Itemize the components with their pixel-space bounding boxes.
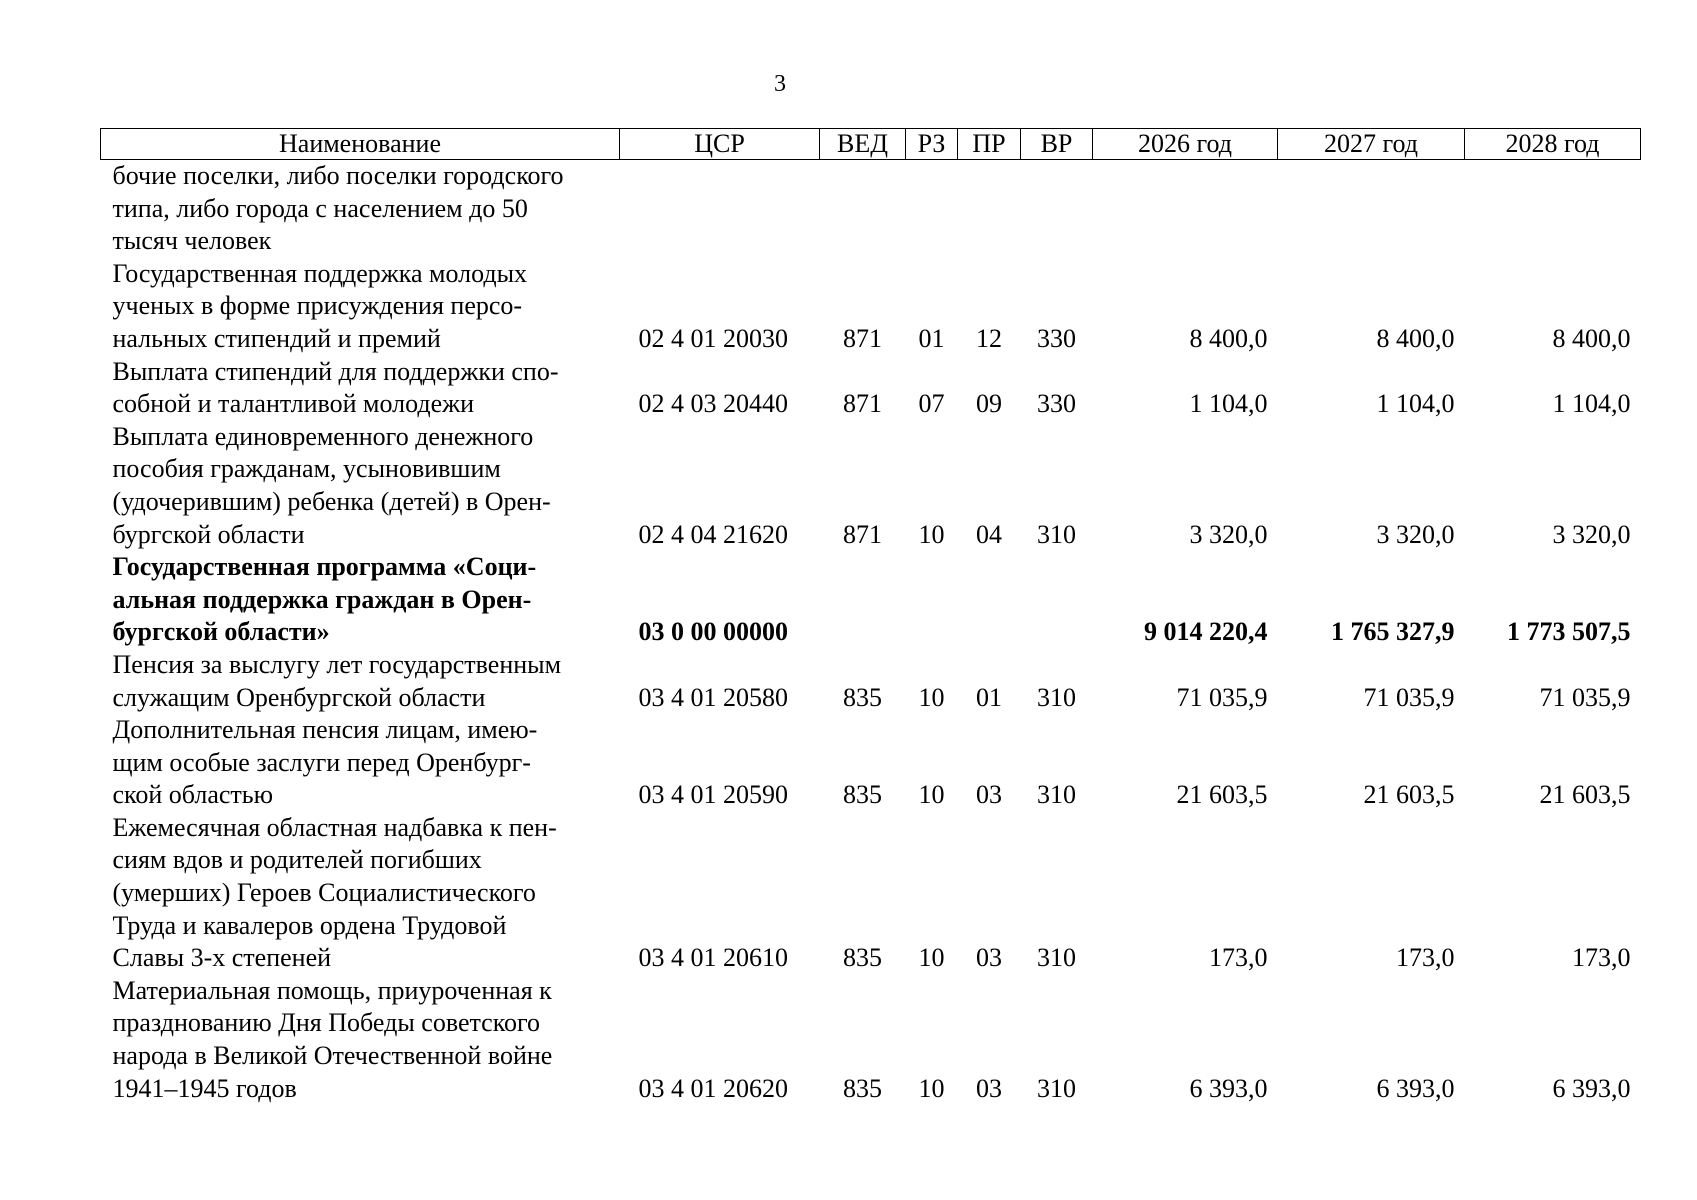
name-line: Славы 3-х степеней: [112, 943, 332, 973]
cell-csr: 03 4 01 20590: [638, 780, 788, 810]
cell-rz: 10: [918, 780, 945, 810]
cell-ved: 835: [843, 780, 882, 810]
cell-2027: 71 035,9: [1363, 682, 1455, 712]
cell-csr: 02 4 03 20440: [638, 389, 788, 419]
cell-vr: [1021, 160, 1093, 258]
table-row: [101, 258, 1641, 356]
cell-csr: 02 4 04 21620: [638, 519, 788, 549]
header-row: [101, 129, 1641, 160]
cell-2027: 8 400,0: [1376, 323, 1455, 353]
cell-2028: 173,0: [1572, 943, 1631, 973]
name-line: празднованию Дня Победы советского: [112, 1008, 541, 1038]
cell-csr: [620, 160, 820, 258]
header-2026: 2026 год: [1093, 129, 1278, 160]
cell-pr: 04: [976, 519, 1002, 549]
cell-name: [101, 812, 620, 975]
cell-2027: 6 393,0: [1376, 1073, 1455, 1103]
cell-ved: 835: [843, 1073, 882, 1103]
cell-2026: 9 014 220,4: [1144, 617, 1268, 647]
cell-2027: [1278, 160, 1465, 258]
cell-name: [101, 258, 620, 356]
name-line: ской областью: [112, 780, 274, 810]
cell-2026: 173,0: [1209, 943, 1268, 973]
cell-vr: 310: [1037, 682, 1076, 712]
cell-rz: [906, 160, 958, 258]
name-line: Выплата стипендий для поддержки спо-: [112, 356, 559, 386]
cell-ved: [820, 160, 906, 258]
cell-name: [101, 356, 620, 421]
page-number: 3: [774, 71, 786, 97]
cell-csr: 03 0 00 00000: [638, 617, 788, 647]
cell-pr: 03: [976, 943, 1002, 973]
table-header: [101, 129, 1641, 160]
cell-pr: 03: [976, 1073, 1002, 1103]
cell-vr: [1021, 551, 1093, 649]
cell-2028: 3 320,0: [1552, 519, 1631, 549]
cell-ved: 835: [843, 943, 882, 973]
cell-rz: 01: [918, 323, 945, 353]
cell-vr: 330: [1037, 323, 1076, 353]
cell-vr: 310: [1037, 1073, 1076, 1103]
cell-2027: 1 104,0: [1376, 389, 1455, 419]
name-line: Дополнительная пенсия лицам, имею-: [112, 715, 538, 745]
cell-2028: 6 393,0: [1552, 1073, 1631, 1103]
table-row: [101, 812, 1641, 975]
cell-csr: 03 4 01 20580: [638, 682, 788, 712]
name-line: собной и талантливой молодежи: [112, 389, 474, 419]
cell-vr: 310: [1037, 943, 1076, 973]
table-body: [101, 160, 1641, 1106]
name-line: нальных стипендий и премий: [112, 323, 441, 353]
header-2027: 2027 год: [1278, 129, 1465, 160]
name-line: служащим Оренбургской области: [112, 682, 486, 712]
header-ved: ВЕД: [820, 129, 906, 160]
name-line: бочие поселки, либо поселки городского: [112, 161, 564, 190]
cell-2028: 1 773 507,5: [1507, 617, 1631, 647]
name-line: Материальная помощь, приуроченная к: [112, 975, 552, 1005]
cell-name: [101, 975, 620, 1105]
cell-pr: 12: [976, 323, 1002, 353]
name-line: тысяч человек: [112, 226, 272, 256]
name-line: Государственная поддержка молодых: [112, 258, 528, 288]
cell-rz: 07: [918, 389, 945, 419]
cell-csr: 02 4 01 20030: [638, 323, 788, 353]
cell-name: [101, 649, 620, 714]
cell-2028: 21 603,5: [1539, 780, 1631, 810]
cell-rz: 10: [918, 519, 945, 549]
cell-pr: [958, 551, 1021, 649]
cell-2026: 71 035,9: [1176, 682, 1268, 712]
cell-2026: [1093, 160, 1278, 258]
cell-name: [101, 551, 620, 649]
cell-2026: 21 603,5: [1176, 780, 1268, 810]
name-line: Выплата единовременного денежного: [112, 421, 534, 451]
name-line: бургской области: [112, 519, 305, 549]
header-csr: ЦСР: [620, 129, 820, 160]
table-row: [101, 649, 1641, 714]
name-line: Ежемесячная областная надбавка к пен-: [112, 812, 557, 842]
header-rz: РЗ: [906, 129, 958, 160]
cell-vr: 310: [1037, 780, 1076, 810]
name-line: бургской области»: [112, 617, 330, 647]
table-row: [101, 356, 1641, 421]
cell-rz: 10: [918, 682, 945, 712]
cell-2026: 3 320,0: [1189, 519, 1268, 549]
budget-table: [100, 128, 1641, 1105]
name-line: ученых в форме присуждения персо-: [112, 291, 523, 321]
header-pr: ПР: [958, 129, 1021, 160]
name-line: сиям вдов и родителей погибших: [112, 845, 482, 875]
table-row: [101, 714, 1641, 812]
cell-csr: 03 4 01 20610: [638, 943, 788, 973]
name-line: (удочерившим) ребенка (детей) в Орен-: [112, 486, 551, 516]
cell-ved: [820, 551, 906, 649]
cell-name: [101, 421, 620, 551]
cell-2026: 6 393,0: [1189, 1073, 1268, 1103]
name-line: 1941–1945 годов: [112, 1073, 297, 1103]
table-row: [101, 975, 1641, 1105]
cell-name: [101, 714, 620, 812]
cell-ved: 835: [843, 682, 882, 712]
cell-pr: [958, 160, 1021, 258]
cell-2028: 1 104,0: [1552, 389, 1631, 419]
header-2028: 2028 год: [1465, 129, 1641, 160]
cell-pr: 01: [976, 682, 1002, 712]
name-line: (умерших) Героев Социалистического: [112, 878, 536, 908]
name-line: альная поддержка граждан в Орен-: [112, 584, 532, 614]
cell-vr: 330: [1037, 389, 1076, 419]
name-line: типа, либо города с населением до 50: [112, 193, 528, 223]
name-line: пособия гражданам, усыновившим: [112, 454, 501, 484]
cell-2027: 3 320,0: [1376, 519, 1455, 549]
cell-vr: 310: [1037, 519, 1076, 549]
name-line: щим особые заслуги перед Оренбург-: [112, 747, 531, 777]
name-line: Труда и кавалеров ордена Трудовой: [112, 910, 507, 940]
cell-2026: 8 400,0: [1189, 323, 1268, 353]
cell-csr: 03 4 01 20620: [638, 1073, 788, 1103]
cell-ved: 871: [843, 389, 882, 419]
table-row: [101, 160, 1641, 258]
cell-2027: 173,0: [1396, 943, 1455, 973]
cell-2028: 71 035,9: [1539, 682, 1631, 712]
cell-2027: 21 603,5: [1363, 780, 1455, 810]
name-line: народа в Великой Отечественной войне: [112, 1041, 553, 1071]
name-line: Пенсия за выслугу лет государственным: [112, 649, 562, 679]
cell-2027: 1 765 327,9: [1331, 617, 1455, 647]
cell-ved: 871: [843, 519, 882, 549]
table-row: [101, 421, 1641, 551]
cell-rz: [906, 551, 958, 649]
header-vr: ВР: [1021, 129, 1093, 160]
cell-ved: 871: [843, 323, 882, 353]
cell-rz: 10: [918, 943, 945, 973]
cell-pr: 03: [976, 780, 1002, 810]
cell-name: [101, 160, 620, 258]
name-line: Государственная программа «Соци-: [112, 552, 537, 582]
cell-pr: 09: [976, 389, 1002, 419]
cell-2026: 1 104,0: [1189, 389, 1268, 419]
table-row: [101, 551, 1641, 649]
cell-2028: [1465, 160, 1641, 258]
cell-rz: 10: [918, 1073, 945, 1103]
cell-2028: 8 400,0: [1552, 323, 1631, 353]
header-name: Наименование: [101, 129, 620, 160]
